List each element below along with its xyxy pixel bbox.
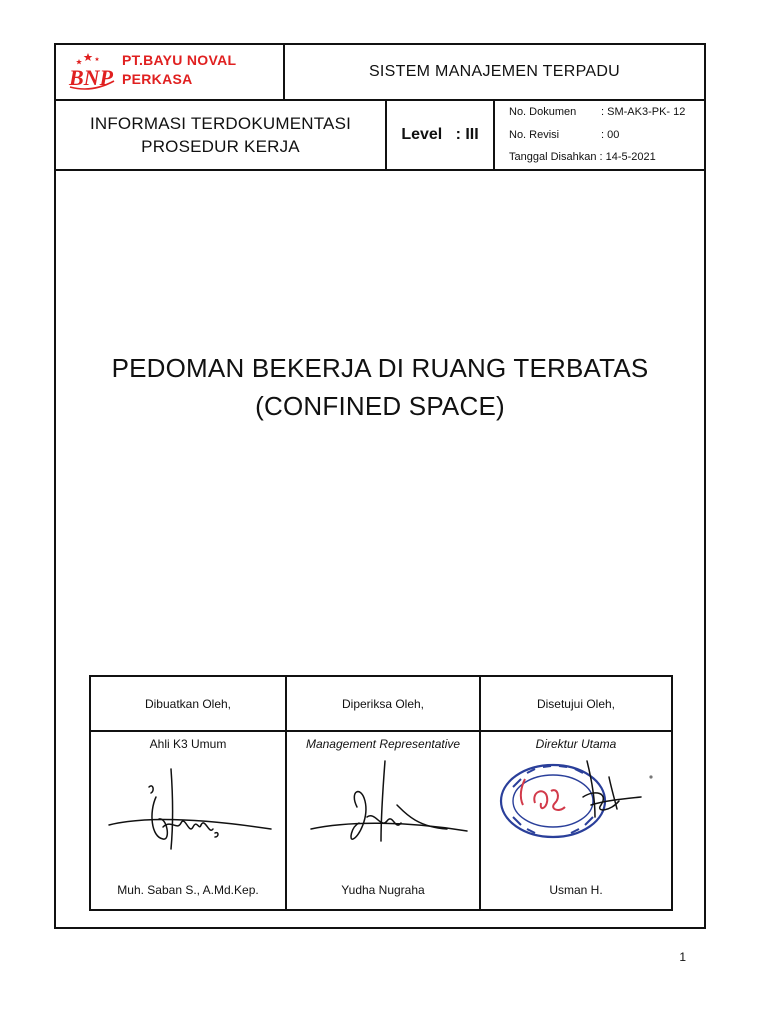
- signature-preparer: [101, 757, 275, 857]
- document-level: [387, 101, 495, 169]
- document-title-line1: PEDOMAN BEKERJA DI RUANG TERBATAS: [111, 353, 649, 383]
- company-name: [122, 51, 236, 89]
- approval-role: Direktur Utama: [535, 737, 617, 751]
- revision-line: [509, 129, 619, 143]
- page-number: 1: [679, 950, 686, 964]
- document-type-line2: PROSEDUR KERJA: [141, 137, 300, 156]
- approval-heading: Dibuatkan Oleh,: [91, 677, 285, 732]
- doc-number-label: No. Dokumen: [509, 106, 577, 118]
- document-control-cell: [495, 101, 704, 169]
- approval-column-checked: [285, 677, 479, 909]
- document-type-line1: INFORMASI TERDOKUMENTASI: [89, 114, 352, 133]
- signature-checker: [297, 757, 471, 857]
- header-row-bottom: [56, 101, 704, 171]
- company-stamp-and-signature: [491, 757, 663, 857]
- company-name-line2: PERKASA: [122, 71, 193, 87]
- header-row-top: [56, 45, 704, 101]
- approval-heading: Disetujui Oleh,: [481, 677, 671, 732]
- document-title-line2: (CONFINED SPACE): [255, 391, 505, 421]
- company-logo-icon: [68, 51, 116, 93]
- system-title: SISTEM MANAJEMEN TERPADU: [368, 63, 621, 80]
- approval-column-prepared: [91, 677, 285, 909]
- doc-number-value: : SM-AK3-PK- 12: [601, 106, 686, 118]
- approval-role: Ahli K3 Umum: [149, 737, 227, 751]
- document-level-text: Level : III: [401, 126, 479, 143]
- approval-name: Muh. Saban S., A.Md.Kep.: [117, 883, 259, 897]
- approval-heading: Diperiksa Oleh,: [287, 677, 479, 732]
- approval-column-approved: [479, 677, 671, 909]
- logo-text: BNP: [69, 65, 113, 90]
- company-name-line1: PT.BAYU NOVAL: [122, 52, 237, 68]
- document-type-cell: [56, 101, 387, 169]
- approval-role: Management Representative: [305, 737, 461, 751]
- approval-name: Yudha Nugraha: [341, 883, 425, 897]
- company-logo-cell: [56, 45, 285, 99]
- doc-number-line: [509, 106, 685, 120]
- revision-label: No. Revisi: [509, 129, 560, 141]
- document-frame: [54, 43, 706, 929]
- approval-table: [89, 675, 673, 911]
- document-title: [56, 349, 704, 425]
- approval-name: Usman H.: [549, 883, 603, 897]
- revision-value: : 00: [601, 129, 620, 141]
- approved-date-line: Tanggal Disahkan : 14-5-2021: [509, 151, 656, 163]
